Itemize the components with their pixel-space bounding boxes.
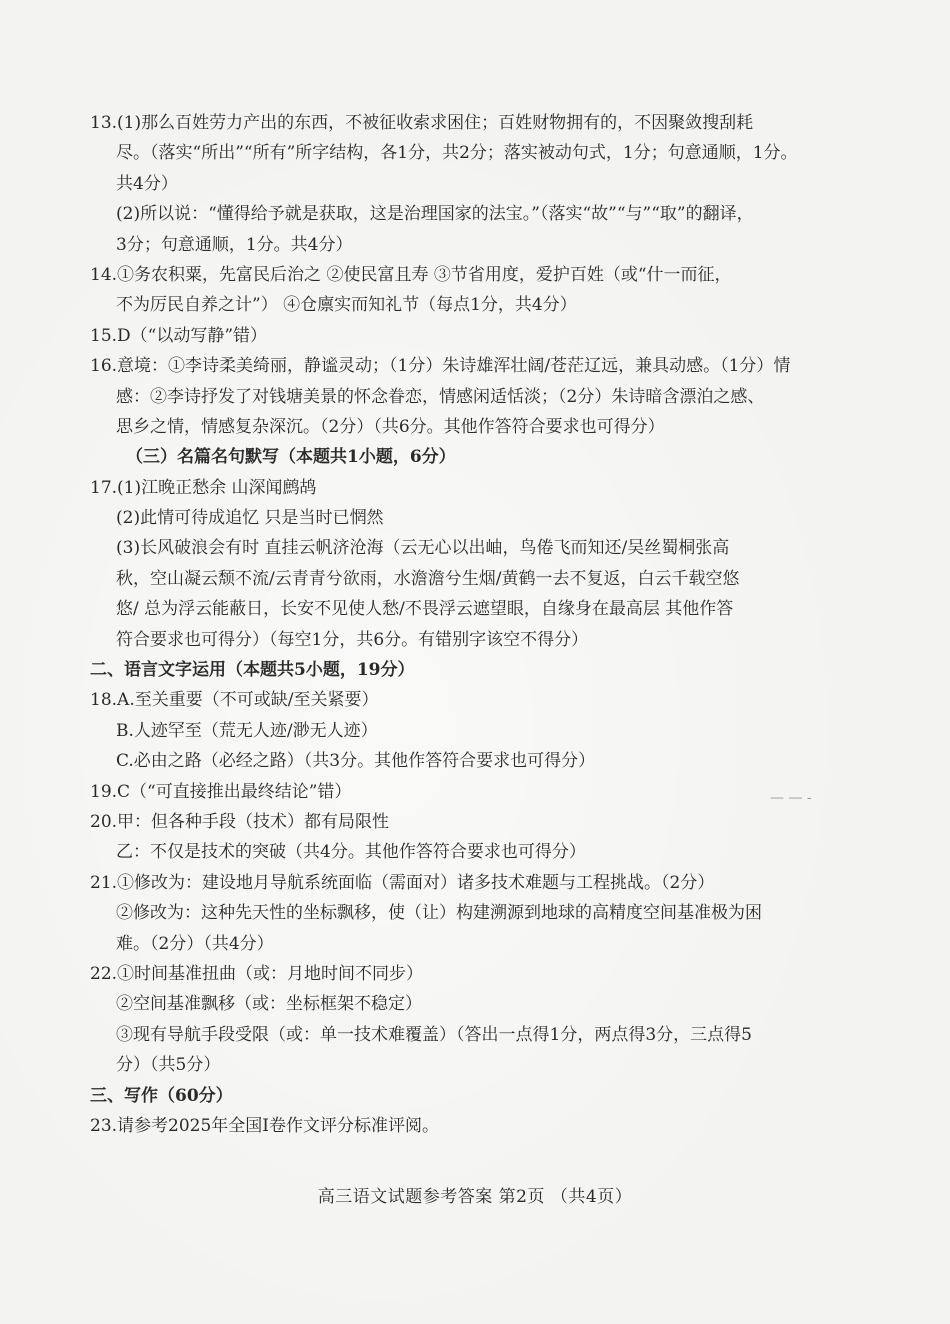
answer-line: 三、写作（60分） <box>90 1085 233 1106</box>
answer-content <box>90 108 802 1141</box>
answer-line: C.必由之路（必经之路）（共3分。其他作答符合要求也可得分） <box>116 751 596 772</box>
answer-line: 感：②李诗抒发了对钱塘美景的怀念眷恋，情感闲适恬淡；（2分）朱诗暗含漂泊之感、 <box>116 386 765 407</box>
answer-line: 乙：不仅是技术的突破（共4分。其他作答符合要求也可得分） <box>116 842 586 863</box>
answer-line: 16.意境：①李诗柔美绮丽，静谧灵动；（1分）朱诗雄浑壮阔/苍茫辽远，兼具动感。（1分）情 <box>90 356 791 377</box>
answer-line: 不为厉民自养之计”） ④仓廪实而知礼节（每点1分，共4分） <box>116 295 577 316</box>
answer-line: 15.D（“以动写静”错） <box>90 325 268 346</box>
answer-line: 14.①务农积粟，先富民后治之 ②使民富且寿 ③节省用度，爱护百姓（或“什一而征， <box>90 264 732 285</box>
answer-line: （三）名篇名句默写（本题共1小题，6分） <box>126 447 456 468</box>
answer-line: (3)长风破浪会有时 直挂云帆济沧海（云无心以出岫，鸟倦飞而知还/吴丝蜀桐张高 <box>116 538 730 559</box>
answer-line: 二、语言文字运用（本题共5小题，19分） <box>90 660 415 681</box>
answer-line: 悠/ 总为浮云能蔽日，长安不见使人愁/不畏浮云遮望眼，自缘身在最高层 其他作答 <box>116 599 734 620</box>
answer-line: 3分；句意通顺，1分。共4分） <box>116 234 353 255</box>
answer-line: 符合要求也可得分）（每空1分，共6分。有错别字该空不得分） <box>116 629 589 650</box>
answer-line: 22.①时间基准扭曲（或：月地时间不同步） <box>90 963 424 984</box>
answer-line: 21.①修改为：建设地月导航系统面临（需面对）诸多技术难题与工程挑战。（2分） <box>90 872 715 893</box>
answer-line: B.人迹罕至（荒无人迹/渺无人迹） <box>116 720 378 741</box>
answer-line: 19.C（“可直接推出最终结论”错） <box>90 781 352 802</box>
answer-line: 尽。（落实“所出”“所有”所字结构，各1分，共2分；落实被动句式，1分；句意通顺，1分。 <box>116 143 798 164</box>
answer-line: (2)此情可待成追忆 只是当时已惘然 <box>116 508 384 529</box>
scan-mark: — — - <box>770 790 812 806</box>
answer-line: 20.甲：但各种手段（技术）都有局限性 <box>90 811 390 832</box>
answer-line: 18.A.至关重要（不可或缺/至关紧要） <box>90 690 379 711</box>
page-footer: 高三语文试题参考答案 第2页 （共4页） <box>317 1187 633 1207</box>
answer-line: (2)所以说：“懂得给予就是获取，这是治理国家的法宝。”（落实“故”“与”“取”的翻译， <box>116 204 754 225</box>
answer-line: 思乡之情，情感复杂深沉。（2分）（共6分。其他作答符合要求也可得分） <box>116 416 665 437</box>
answer-line: 17.(1)江晚正愁余 山深闻鹧鸪 <box>90 477 317 498</box>
answer-line: 23.请参考2025年全国Ⅰ卷作文评分标准评阅。 <box>90 1115 440 1136</box>
answer-line: 秋，空山凝云颓不流/云青青兮欲雨，水澹澹兮生烟/黄鹤一去不复返，白云千载空悠 <box>116 568 740 589</box>
answer-line: 13.(1)那么百姓劳力产出的东西，不被征收索求困住；百姓财物拥有的，不因聚敛搜刮耗 <box>90 113 754 133</box>
answer-line: ②空间基准飘移（或：坐标框架不稳定） <box>116 994 422 1015</box>
answer-line: 共4分） <box>116 173 178 194</box>
answer-line: 难。（2分）（共4分） <box>116 933 274 954</box>
answer-line: ③现有导航手段受限（或：单一技术难覆盖）（答出一点得1分，两点得3分，三点得5 <box>116 1024 752 1045</box>
answer-line: ②修改为：这种先天性的坐标飘移，使（让）构建溯源到地球的高精度空间基准极为困 <box>116 903 762 924</box>
answer-line: 分）（共5分） <box>116 1055 221 1076</box>
